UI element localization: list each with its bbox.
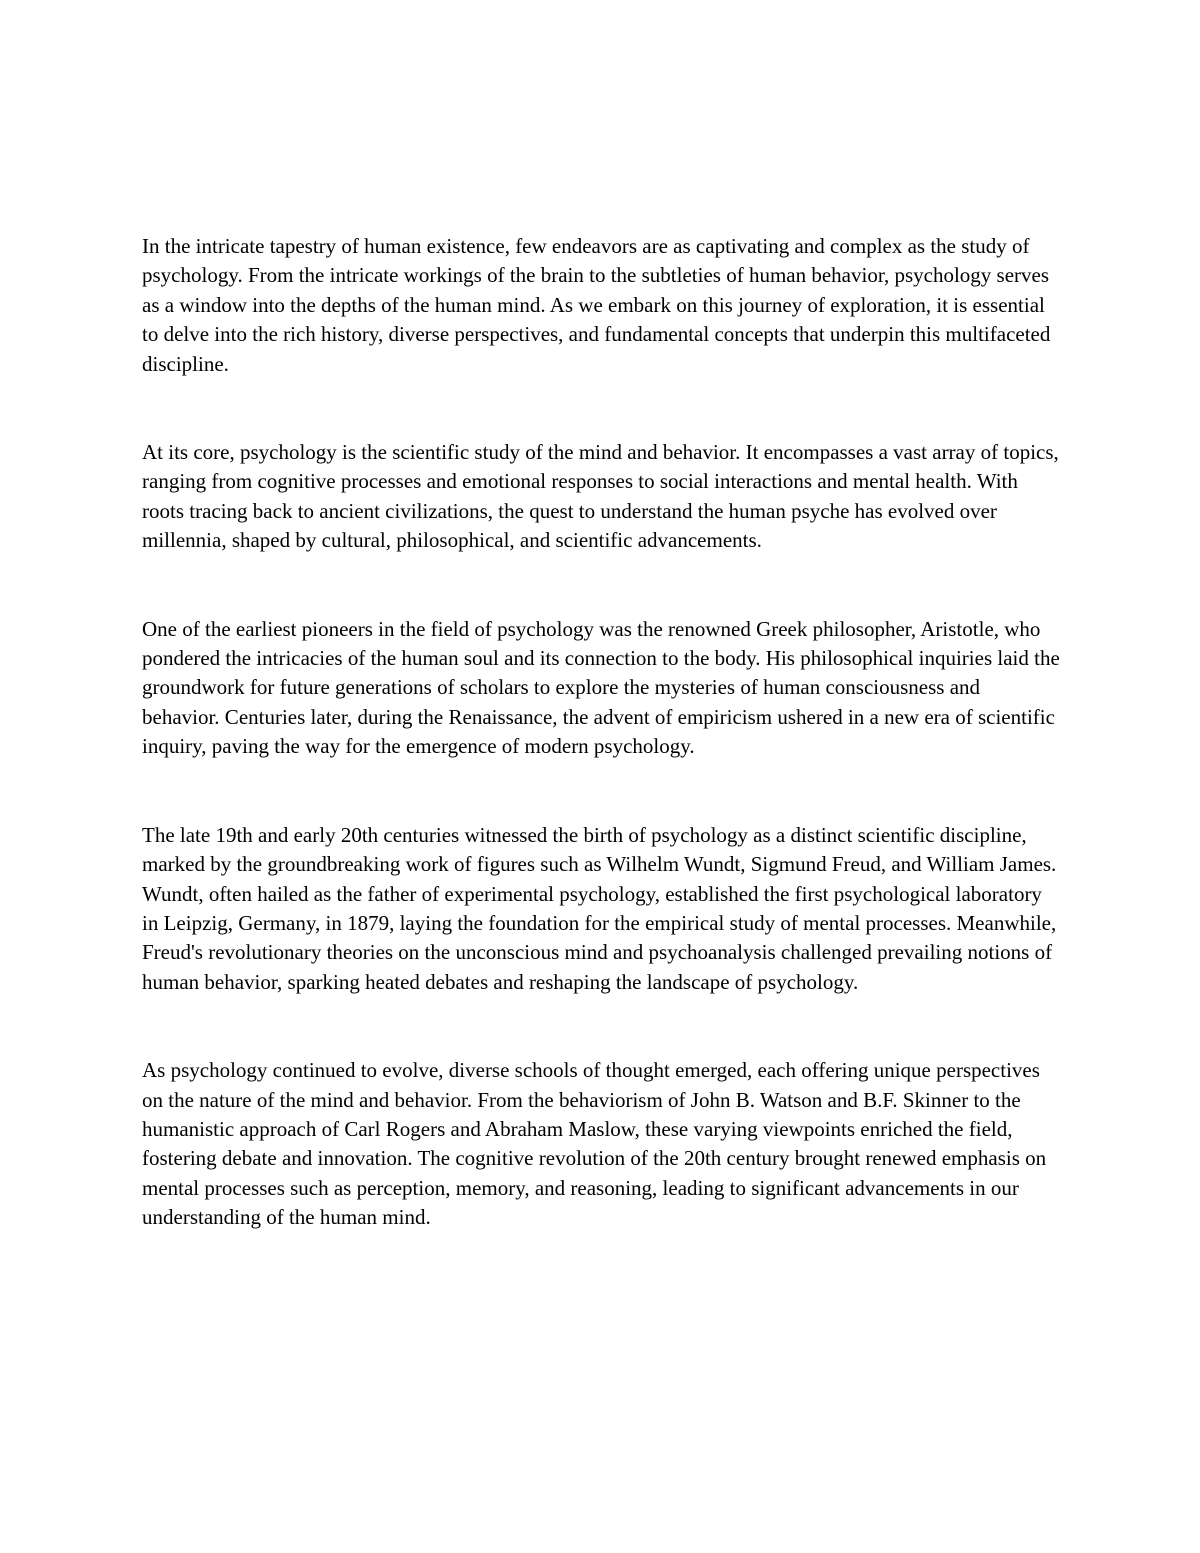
- document-body: [142, 232, 1062, 1233]
- paragraph-birth-of-discipline: The late 19th and early 20th centuries witnessed the birth of psychology as a distinct scientific discipline, marked by the groundbreaking work of figures such as Wilhelm Wundt, Sigmund Freud, and William James. Wundt, often hailed as the father of experimental psychology, established the first psychological laboratory in Leipzig, Germany, in 1879, laying the foundation for the empirical study of mental processes. Meanwhile, Freud's revolutionary theories on the unconscious mind and psychoanalysis challenged prevailing notions of human behavior, sparking heated debates and reshaping the landscape of psychology.: [142, 822, 1057, 994]
- paragraph-early-pioneers: One of the earliest pioneers in the field of psychology was the renowned Greek philosopher, Aristotle, who pondered the intricacies of the human soul and its connection to the body. His philosophical inquiries laid the groundwork for future generations of scholars to explore the mysteries of human consciousness and behavior. Centuries later, during the Renaissance, the advent of empiricism ushered in a new era of scientific inquiry, paving the way for the emergence of modern psychology.: [142, 616, 1060, 759]
- paragraph-core-definition: At its core, psychology is the scientific study of the mind and behavior. It encompasses a vast array of topics, ranging from cognitive processes and emotional responses to social interactions and mental health. With roots tracing back to ancient civilizations, the quest to understand the human psyche has evolved over millennia, shaped by cultural, philosophical, and scientific advancements.: [142, 440, 1059, 553]
- paragraph-schools-of-thought: As psychology continued to evolve, diverse schools of thought emerged, each offering unique perspectives on the nature of the mind and behavior. From the behaviorism of John B. Watson and B.F. Skinner to the humanistic approach of Carl Rogers and Abraham Maslow, these varying viewpoints enriched the field, fostering debate and innovation. The cognitive revolution of the 20th century brought renewed emphasis on mental processes such as perception, memory, and reasoning, leading to significant advancements in our understanding of the human mind.: [142, 1058, 1047, 1230]
- paragraph-intro: In the intricate tapestry of human existence, few endeavors are as captivating and complex as the study of psychology. From the intricate workings of the brain to the subtleties of human behavior, psychology serves as a window into the depths of the human mind. As we embark on this journey of exploration, it is essential to delve into the rich history, diverse perspectives, and fundamental concepts that underpin this multifaceted discipline.: [142, 234, 1051, 376]
